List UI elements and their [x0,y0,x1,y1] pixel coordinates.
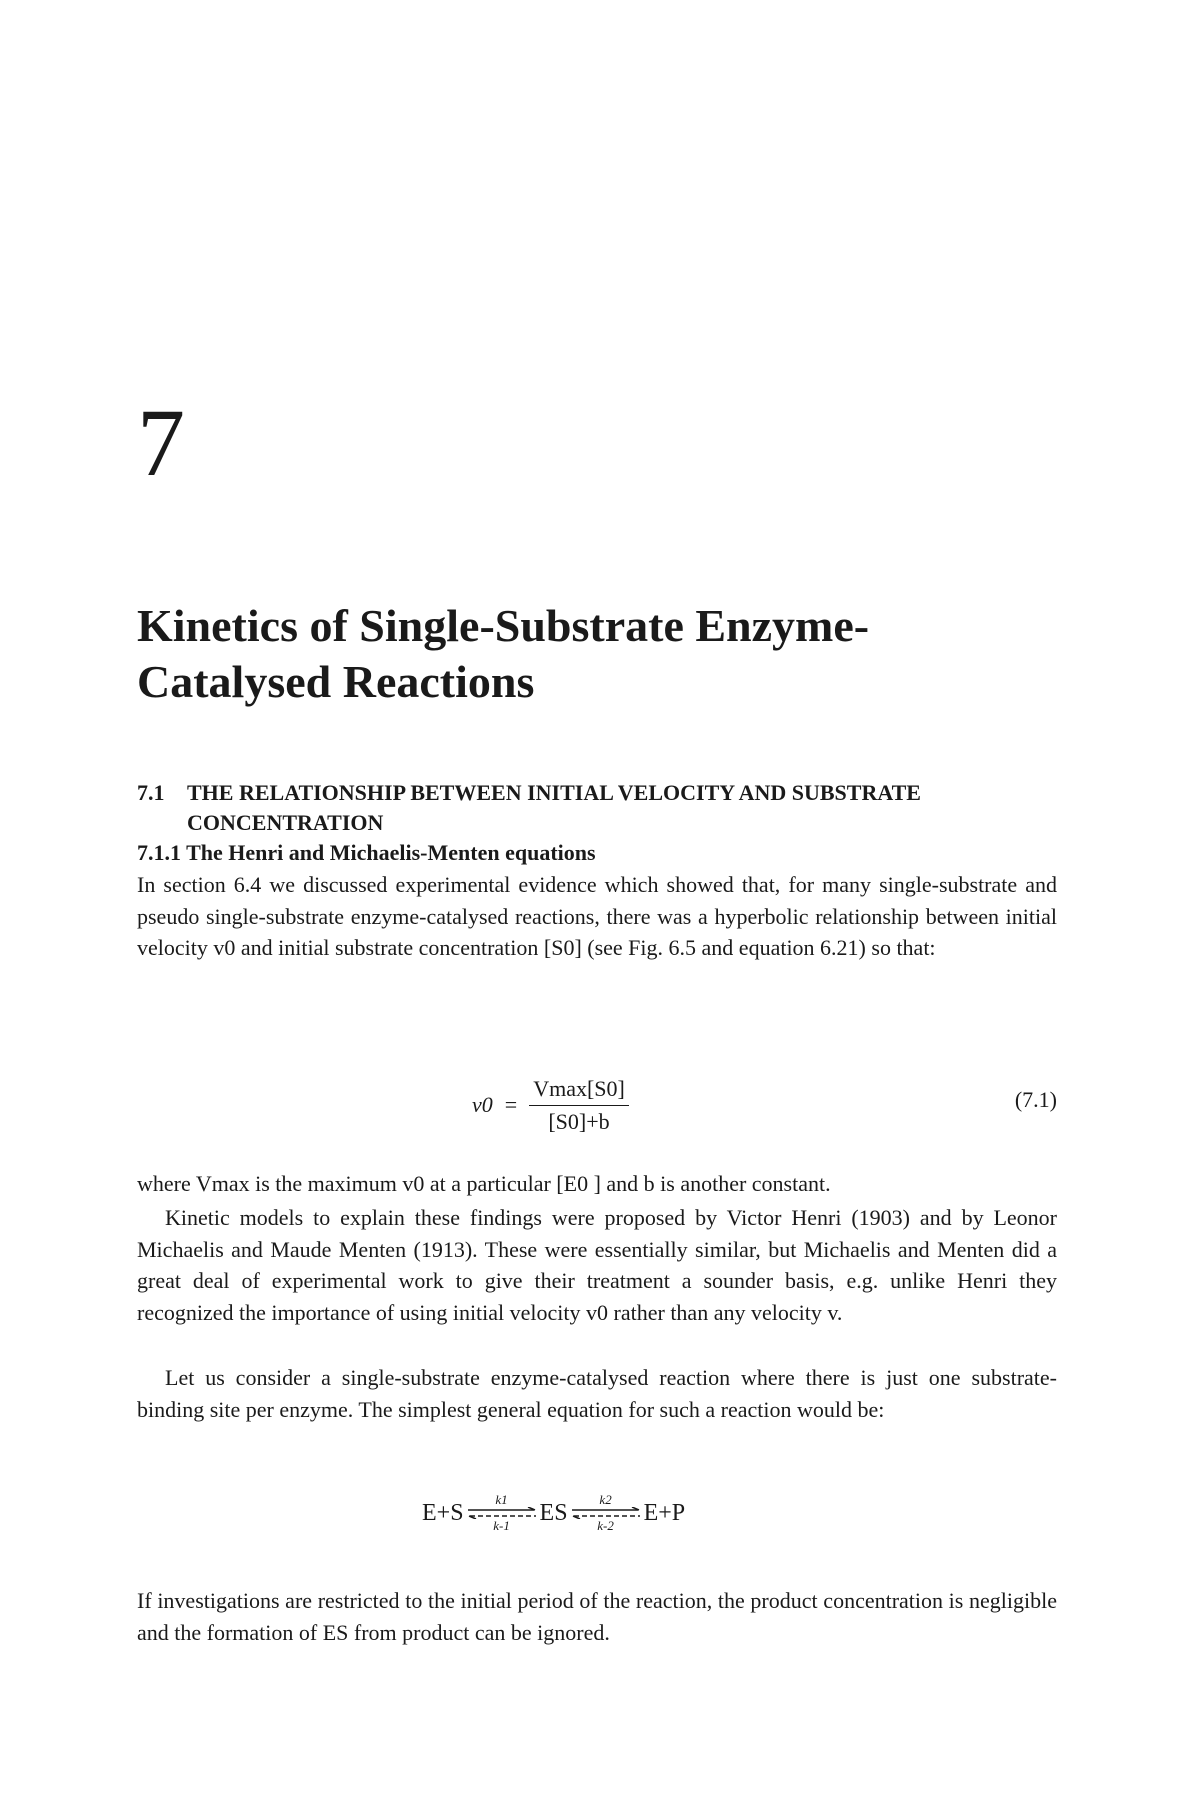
paragraph-history: Kinetic models to explain these findings were proposed by Victor Henri (1903) and by Leonor Michaelis and Maude Menten (1913). These were essentially similar, but Michaelis and Menten did a great deal of experimental work to give their treatment a sounder basis, e.g. unlike Henri they recognized the importance of using initial velocity v0 rather than any velocity v. [137,1205,1057,1325]
chapter-title: Kinetics of Single-Substrate Enzyme-Catalysed Reactions [137,600,870,707]
equation-denominator: [S0]+b [548,1108,610,1134]
subsection-heading: 7.1.1 The Henri and Michaelis-Menten equations [137,840,596,865]
paragraph-initial-period: If investigations are restricted to the initial period of the reaction, the product concentration is negligible and the formation of ES from product can be ignored. [137,1588,1057,1645]
reaction-products: E+P [643,1499,686,1526]
paragraph-intro: In section 6.4 we discussed experimental evidence which showed that, for many single-substrate and pseudo single-substrate enzyme-catalysed reactions, there was a hyperbolic relationship between initial velocity v0 and initial substrate concentration [S0] (see Fig. 6.5 and equation 6.21) so that: [137,872,1057,960]
equation-fraction [529,1076,629,1135]
equation-equals: = [504,1092,518,1117]
equation-numerator: Vmax[S0] [529,1076,629,1106]
section-heading [137,778,1037,838]
rate-constant-k1: k1 [495,1492,508,1507]
reaction-scheme [137,1475,1057,1555]
paragraph-where: where Vmax is the maximum v0 at a particular [E0 ] and b is another constant. [137,1171,831,1196]
rate-constant-k-minus-2: k-2 [597,1518,614,1533]
reaction-complex: ES [539,1499,568,1526]
paragraph-consider: Let us consider a single-substrate enzyme-catalysed reaction where there is just one substrate-binding site per enzyme. The simplest general equation for such a reaction would be: [137,1365,1057,1422]
section-title: THE RELATIONSHIP BETWEEN INITIAL VELOCITY AND SUBSTRATE CONCENTRATION [187,780,921,835]
chapter-number: 7 [137,389,185,496]
equation-7-1 [137,1055,1057,1155]
equilibrium-arrow-2 [570,1493,642,1533]
equilibrium-arrow-1 [466,1493,538,1533]
rate-constant-k-minus-1: k-1 [493,1518,510,1533]
rate-constant-k2: k2 [599,1492,612,1507]
section-number: 7.1 [137,780,165,805]
equation-lhs: v0 [472,1092,493,1117]
equation-number: (7.1) [1014,1087,1057,1112]
reaction-reactants: E+S [422,1499,464,1526]
